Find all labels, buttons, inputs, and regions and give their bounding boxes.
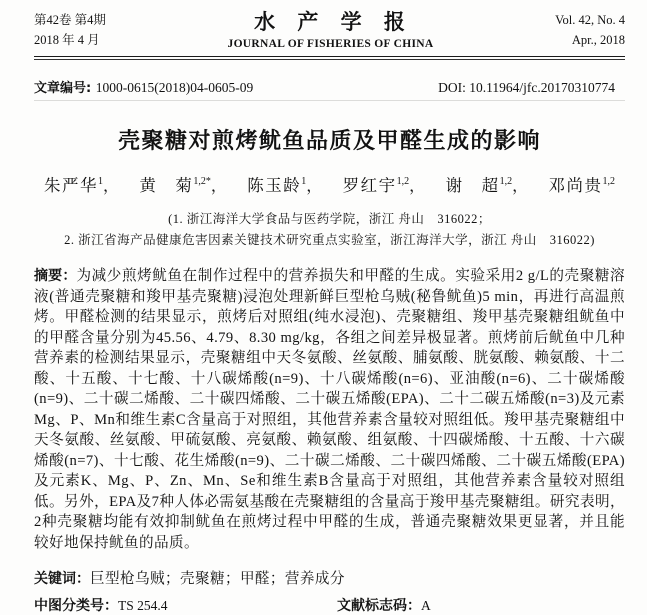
author-separator: ， bbox=[210, 178, 227, 195]
classification-row bbox=[34, 595, 625, 615]
author-name: 谢 超 bbox=[445, 176, 500, 195]
author bbox=[446, 172, 529, 196]
author-separator: ， bbox=[306, 178, 323, 195]
author-separator: ， bbox=[409, 178, 426, 195]
article-meta-row bbox=[34, 77, 625, 96]
author-name: 邓尚贵 bbox=[548, 176, 603, 195]
abstract bbox=[34, 266, 625, 553]
author-affiliation-sup: 1 bbox=[301, 175, 307, 187]
masthead-divider-rule bbox=[34, 56, 625, 60]
clc-number bbox=[34, 595, 337, 615]
author bbox=[343, 172, 426, 196]
affiliation-line-2: 2. 浙江省海产品健康危害因素关键技术研究重点实验室，浙江海洋大学，浙江 舟山 316022) bbox=[64, 233, 595, 247]
document-code-value: A bbox=[421, 597, 431, 613]
author bbox=[139, 172, 227, 196]
author-affiliation-sup: 1,2 bbox=[602, 175, 615, 187]
author-affiliation-sup: 1,2* bbox=[193, 175, 211, 187]
article-number-value: 1000-0615(2018)04-0605-09 bbox=[95, 80, 254, 95]
author bbox=[247, 172, 322, 196]
masthead-volume-block bbox=[555, 10, 625, 50]
author-affiliation-sup: 1 bbox=[98, 175, 103, 187]
clc-value: TS 254.4 bbox=[118, 597, 168, 613]
keywords-label: 关键词： bbox=[34, 570, 90, 587]
document-code-label: 文献标志码： bbox=[337, 597, 421, 614]
article-title: 壳聚糖对煎烤鱿鱼品质及甲醛生成的影响 bbox=[117, 129, 541, 154]
issue-date-en: Apr., 2018 bbox=[571, 33, 625, 47]
author-list bbox=[34, 172, 625, 196]
volume-number-en: Vol. 42, No. 4 bbox=[555, 13, 625, 27]
author-name: 陈玉龄 bbox=[247, 176, 302, 195]
masthead-journal-block bbox=[106, 10, 555, 50]
abstract-text: 为减少煎烤鱿鱼在制作过程中的营养损失和甲醛的生成。实验采用2 g/L的壳聚糖溶液(普通壳聚糖和羧甲基壳聚糖)浸泡处理新鲜巨型枪乌贼(秘鲁鱿鱼)5 min，再进行高温煎烤。甲醛检测的结果显示，煎烤后对照组(纯水浸泡)、壳聚糖组、羧甲基壳聚糖组鱿鱼中的甲醛含量分别为45.56、4.79、8.30 mg/kg，各组之间差异极显著。煎烤前后鱿鱼中几种营养素的检测结果显示，壳聚糖组中天冬氨酸、丝氨酸、脯氨酸、胱氨酸、赖氨酸、十二酸、十五酸、十七酸、十八碳烯酸(n=9)、十八碳烯酸(n=6)、亚油酸(n=6)、二十碳烯酸(n=9)、二十碳二烯酸、二十碳四烯酸、二十碳五烯酸(EPA)、二十二碳五烯酸(n=3)及元素Mg、P、Mn和维生素C含量高于对照组，其他营养素含量较对照组低。羧甲基壳聚糖组中天冬氨酸、丝氨酸、甲硫氨酸、亮氨酸、赖氨酸、组氨酸、十四碳烯酸、十五酸、十六碳烯酸(n=7)、十七酸、花生烯酸(n=9)、二十碳二烯酸、二十碳四烯酸、二十碳五烯酸(EPA)及元素K、Mg、P、Zn、Mn、Se和维生素B含量高于对照组，其他营养素含量较对照组低。另外，EPA及7种人体必需氨基酸在壳聚糖组的含量高于羧甲基壳聚糖组。研究表明，2种壳聚糖均能有效抑制鱿鱼在煎烤过程中甲醛的生成，普通壳聚糖效果更显著，并且能较好地保持鱿鱼的品质。 bbox=[34, 268, 625, 551]
masthead-issue-block bbox=[34, 10, 106, 50]
journal-title-en: JOURNAL OF FISHERIES OF CHINA bbox=[227, 38, 434, 50]
document-code bbox=[337, 595, 431, 615]
journal-title-cn: 水 产 学 报 bbox=[254, 10, 407, 34]
keywords bbox=[34, 568, 625, 590]
article-number bbox=[34, 77, 253, 96]
meta-divider-rule bbox=[34, 100, 625, 101]
author-name: 朱严华 bbox=[44, 176, 98, 195]
author-name: 黄 菊 bbox=[139, 176, 194, 195]
author bbox=[548, 172, 615, 196]
author-affiliation-sup: 1,2 bbox=[396, 175, 410, 187]
masthead bbox=[34, 10, 625, 50]
author-separator: ， bbox=[103, 178, 120, 195]
issue-date-cn: 2018 年 4 月 bbox=[34, 33, 100, 47]
author bbox=[44, 172, 119, 196]
keywords-text: 巨型枪乌贼；壳聚糖；甲醛；营养成分 bbox=[90, 570, 345, 587]
abstract-label: 摘要： bbox=[34, 268, 77, 284]
affiliations bbox=[34, 209, 625, 251]
clc-label: 中图分类号： bbox=[34, 597, 118, 614]
author-affiliation-sup: 1,2 bbox=[499, 175, 513, 187]
author-name: 罗红宇 bbox=[342, 176, 397, 195]
author-separator: ， bbox=[512, 178, 529, 195]
article-number-label: 文章编号: bbox=[34, 81, 96, 96]
affiliation-line-1: (1. 浙江海洋大学食品与医药学院，浙江 舟山 316022； bbox=[168, 212, 491, 226]
issue-number-cn: 第42卷 第4期 bbox=[34, 13, 106, 27]
doi: DOI: 10.11964/jfc.20170310774 bbox=[438, 80, 615, 95]
